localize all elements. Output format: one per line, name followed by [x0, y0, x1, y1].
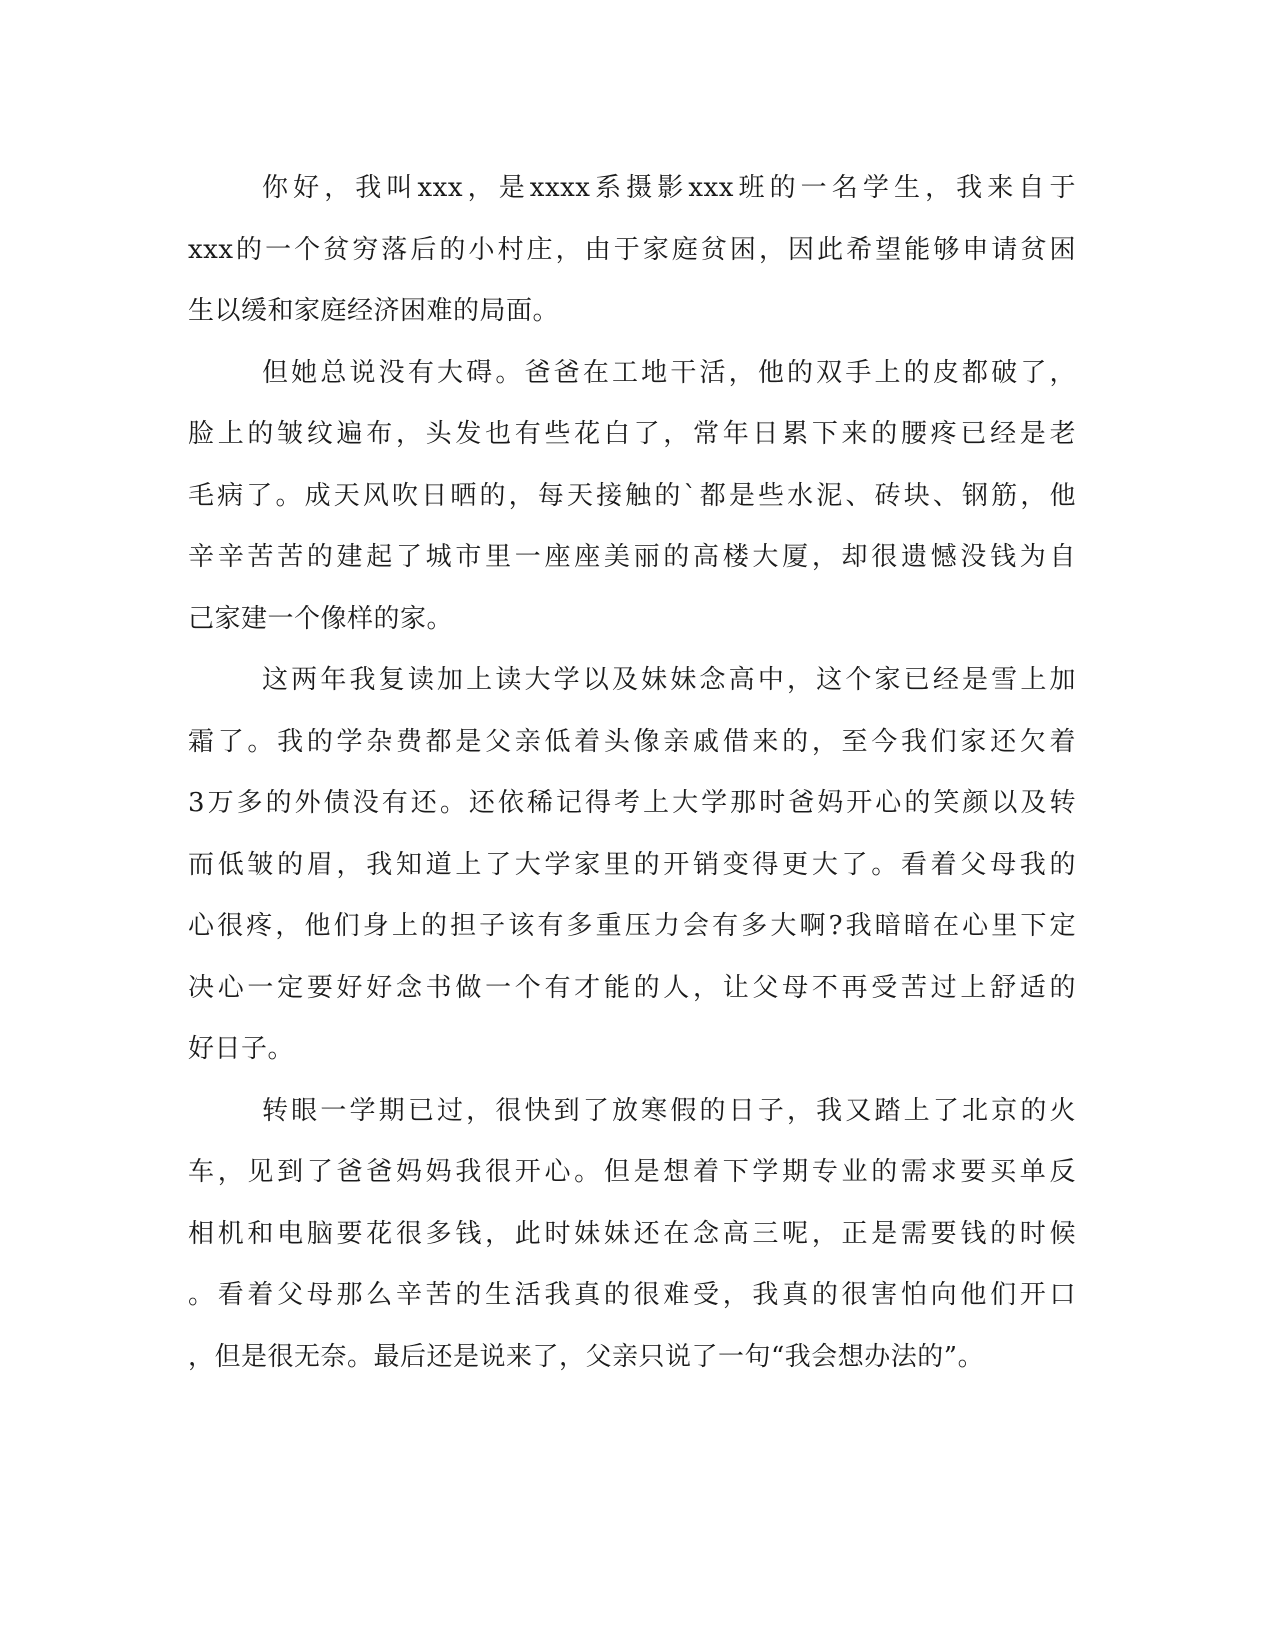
paragraph-2 [188, 343, 1076, 651]
text-line: 3万多的外债没有还。还依稀记得考上大学那时爸妈开心的笑颜以及转 [188, 788, 1076, 818]
text-line: 毛病了。成天风吹日晒的，每天接触的`都是些水泥、砖块、钢筋，他 [188, 480, 1076, 511]
text-line: 这两年我复读加上读大学以及妹妹念高中，这个家已经是雪上加 [262, 665, 1076, 695]
text-line: 车，见到了爸爸妈妈我很开心。但是想着下学期专业的需求要买单反 [188, 1157, 1076, 1187]
text-line: 辛辛苦苦的建起了城市里一座座美丽的高楼大厦，却很遗憾没钱为自 [188, 542, 1076, 572]
text-line: 。看着父母那么辛苦的生活我真的很难受，我真的很害怕向他们开口 [188, 1280, 1076, 1310]
text-line: 但她总说没有大碍。爸爸在工地干活，他的双手上的皮都破了， [262, 357, 1076, 388]
text-line: 而低皱的眉，我知道上了大学家里的开销变得更大了。看着父母我的 [188, 849, 1076, 880]
text-line: 你好，我叫xxx，是xxxx系摄影xxx班的一名学生，我来自于 [262, 173, 1076, 203]
text-line: 决心一定要好好念书做一个有才能的人，让父母不再受苦过上舒适的 [188, 972, 1076, 1003]
text-line: 霜了。我的学杂费都是父亲低着头像亲戚借来的，至今我们家还欠着 [188, 726, 1076, 757]
paragraph-3 [188, 650, 1076, 1081]
text-line: 生以缓和家庭经济困难的局面。 [188, 296, 560, 326]
text-line: 转眼一学期已过，很快到了放寒假的日子，我又踏上了北京的火 [262, 1095, 1076, 1126]
paragraph-4 [188, 1081, 1076, 1389]
text-line: 相机和电脑要花很多钱，此时妹妹还在念高三呢，正是需要钱的时候 [188, 1218, 1076, 1249]
paragraph-1 [188, 158, 1076, 343]
text-line: xxx的一个贫穷落后的小村庄，由于家庭贫困，因此希望能够申请贫困 [188, 234, 1076, 265]
text-line: 脸上的皱纹遍布，头发也有些花白了，常年日累下来的腰疼已经是老 [188, 419, 1076, 449]
text-line: 己家建一个像样的家。 [188, 603, 454, 634]
document-body [188, 158, 1076, 1388]
text-line: 心很疼，他们身上的担子该有多重压力会有多大啊?我暗暗在心里下定 [188, 911, 1076, 941]
text-line: ，但是很无奈。最后还是说来了，父亲只说了一句“我会想办法的”。 [188, 1341, 985, 1372]
text-line: 好日子。 [188, 1034, 295, 1064]
